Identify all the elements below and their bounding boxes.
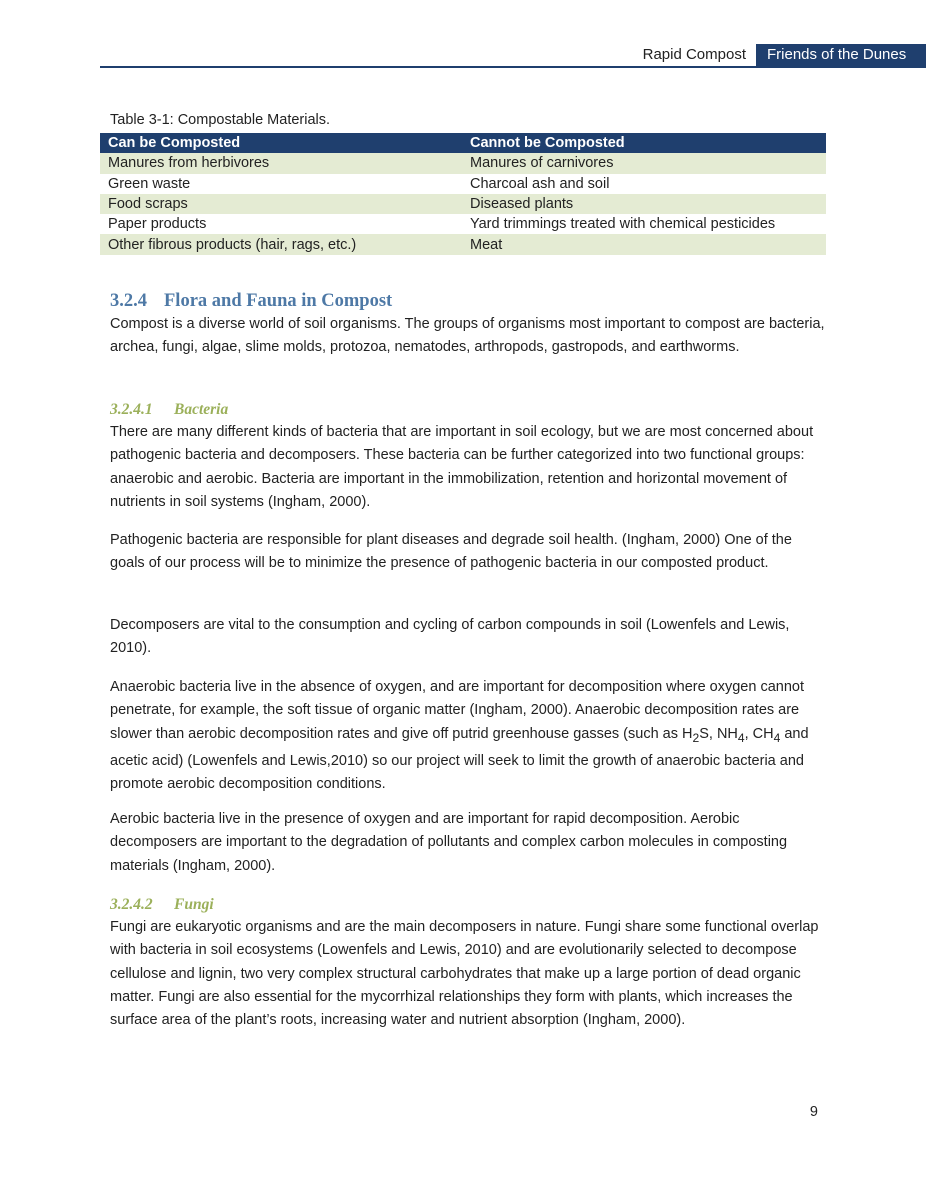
table-cell: Diseased plants bbox=[462, 194, 826, 214]
table-header-can: Can be Composted bbox=[100, 133, 462, 153]
section-intro-paragraph: Compost is a diverse world of soil organisms. The groups of organisms most important to compost are bacteria, archea, fungi, algae, slime molds, protozoa, nematodes, arthropods, gastropods, and earthworms. bbox=[110, 316, 825, 356]
table-row bbox=[100, 214, 826, 234]
bacteria-paragraph-5: Aerobic bacteria live in the presence of oxygen and are important for rapid decomposition. Aerobic decomposers are important to the degradation of pollutants and complex carbon molecules in composting materials (Ingham, 2000). bbox=[110, 811, 788, 874]
table-row bbox=[100, 153, 826, 173]
table-cell: Manures of carnivores bbox=[462, 153, 826, 173]
table-cell: Food scraps bbox=[100, 194, 462, 214]
table-cell: Manures from herbivores bbox=[100, 153, 462, 173]
fungi-number: 3.2.4.2 bbox=[110, 896, 153, 913]
table-caption: Table 3-1: Compostable Materials. bbox=[110, 112, 331, 128]
section-heading bbox=[110, 288, 392, 314]
header-rule bbox=[100, 66, 926, 68]
header-org-name: Friends of the Dunes bbox=[756, 44, 926, 66]
bacteria-number: 3.2.4.1 bbox=[110, 401, 153, 418]
table-row bbox=[100, 194, 826, 214]
table-cell: Yard trimmings treated with chemical pesticides bbox=[470, 216, 776, 233]
table-row bbox=[100, 234, 826, 254]
fungi-title: Fungi bbox=[174, 896, 214, 913]
p4-text-d: and acetic acid) (Lowenfels and Lewis,2010) so our project will seek to limit the growth of anaerobic bacteria and promote aerobic decomposition conditions. bbox=[110, 725, 809, 793]
fungi-paragraph-1: Fungi are eukaryotic organisms and are the main decomposers in nature. Fungi share some functional overlap with bacteria in soil ecosystems (Lowenfels and Lewis, 2010) and are evolutionarily selected to decompose cellulose and lignin, two very complex structural carbohydrates that make up a large portion of dead organic matter. Fungi are also essential for the mycorrhizal relationships they form with plants, which increases the surface area of the plant’s roots, increasing water and nutrient absorption (Ingham, 2000). bbox=[110, 919, 819, 1029]
section-title: Flora and Fauna in Compost bbox=[164, 291, 393, 311]
table-header-row bbox=[100, 133, 826, 153]
table-row bbox=[100, 174, 826, 194]
table-cell: Meat bbox=[462, 234, 826, 254]
table-cell: Other fibrous products (hair, rags, etc.) bbox=[100, 234, 462, 254]
section-number: 3.2.4 bbox=[110, 291, 147, 311]
bacteria-paragraph-4 bbox=[110, 676, 826, 796]
bacteria-title: Bacteria bbox=[174, 401, 229, 418]
bacteria-heading bbox=[110, 399, 228, 421]
p4-subscript: 2 bbox=[692, 730, 700, 745]
header-doc-title: Rapid Compost bbox=[642, 46, 746, 63]
table-cell: Green waste bbox=[108, 175, 191, 192]
compostable-materials-table bbox=[100, 133, 826, 255]
bacteria-paragraph-3: Decomposers are vital to the consumption and cycling of carbon compounds in soil (Lowenfels and Lewis, 2010). bbox=[110, 617, 790, 657]
fungi-heading bbox=[110, 894, 214, 916]
p4-text-b: S, NH bbox=[699, 725, 738, 742]
page-number: 9 bbox=[809, 1104, 818, 1120]
bacteria-paragraph-2: Pathogenic bacteria are responsible for plant diseases and degrade soil health. (Ingham, 2000) One of the goals of our process will be to minimize the presence of pathogenic bacteria in our composted product. bbox=[110, 532, 792, 572]
table-header-cannot: Cannot be Composted bbox=[462, 133, 826, 153]
p4-text-c: , CH bbox=[744, 725, 774, 742]
p4-text-a: Anaerobic bacteria live in the absence of oxygen, and are important for decomposition where oxygen cannot penetrate, for example, the soft tissue of organic matter (Ingham, 2000). Anaerobic decomposition rates are slower than aerobic decomposition rates and give off putrid greenhouse gasses (such as H bbox=[110, 679, 805, 742]
p4-subscript: 4 bbox=[737, 730, 745, 745]
p4-subscript: 4 bbox=[773, 730, 781, 745]
table-cell: Charcoal ash and soil bbox=[470, 175, 610, 192]
table-cell: Paper products bbox=[108, 216, 207, 233]
bacteria-paragraph-1: There are many different kinds of bacteria that are important in soil ecology, but we are most concerned about pathogenic bacteria and decomposers. These bacteria can be further categorized into two functional groups: anaerobic and aerobic. Bacteria are important in the immobilization, retention and horizontal movement of nutrients in soil systems (Ingham, 2000). bbox=[110, 424, 814, 510]
